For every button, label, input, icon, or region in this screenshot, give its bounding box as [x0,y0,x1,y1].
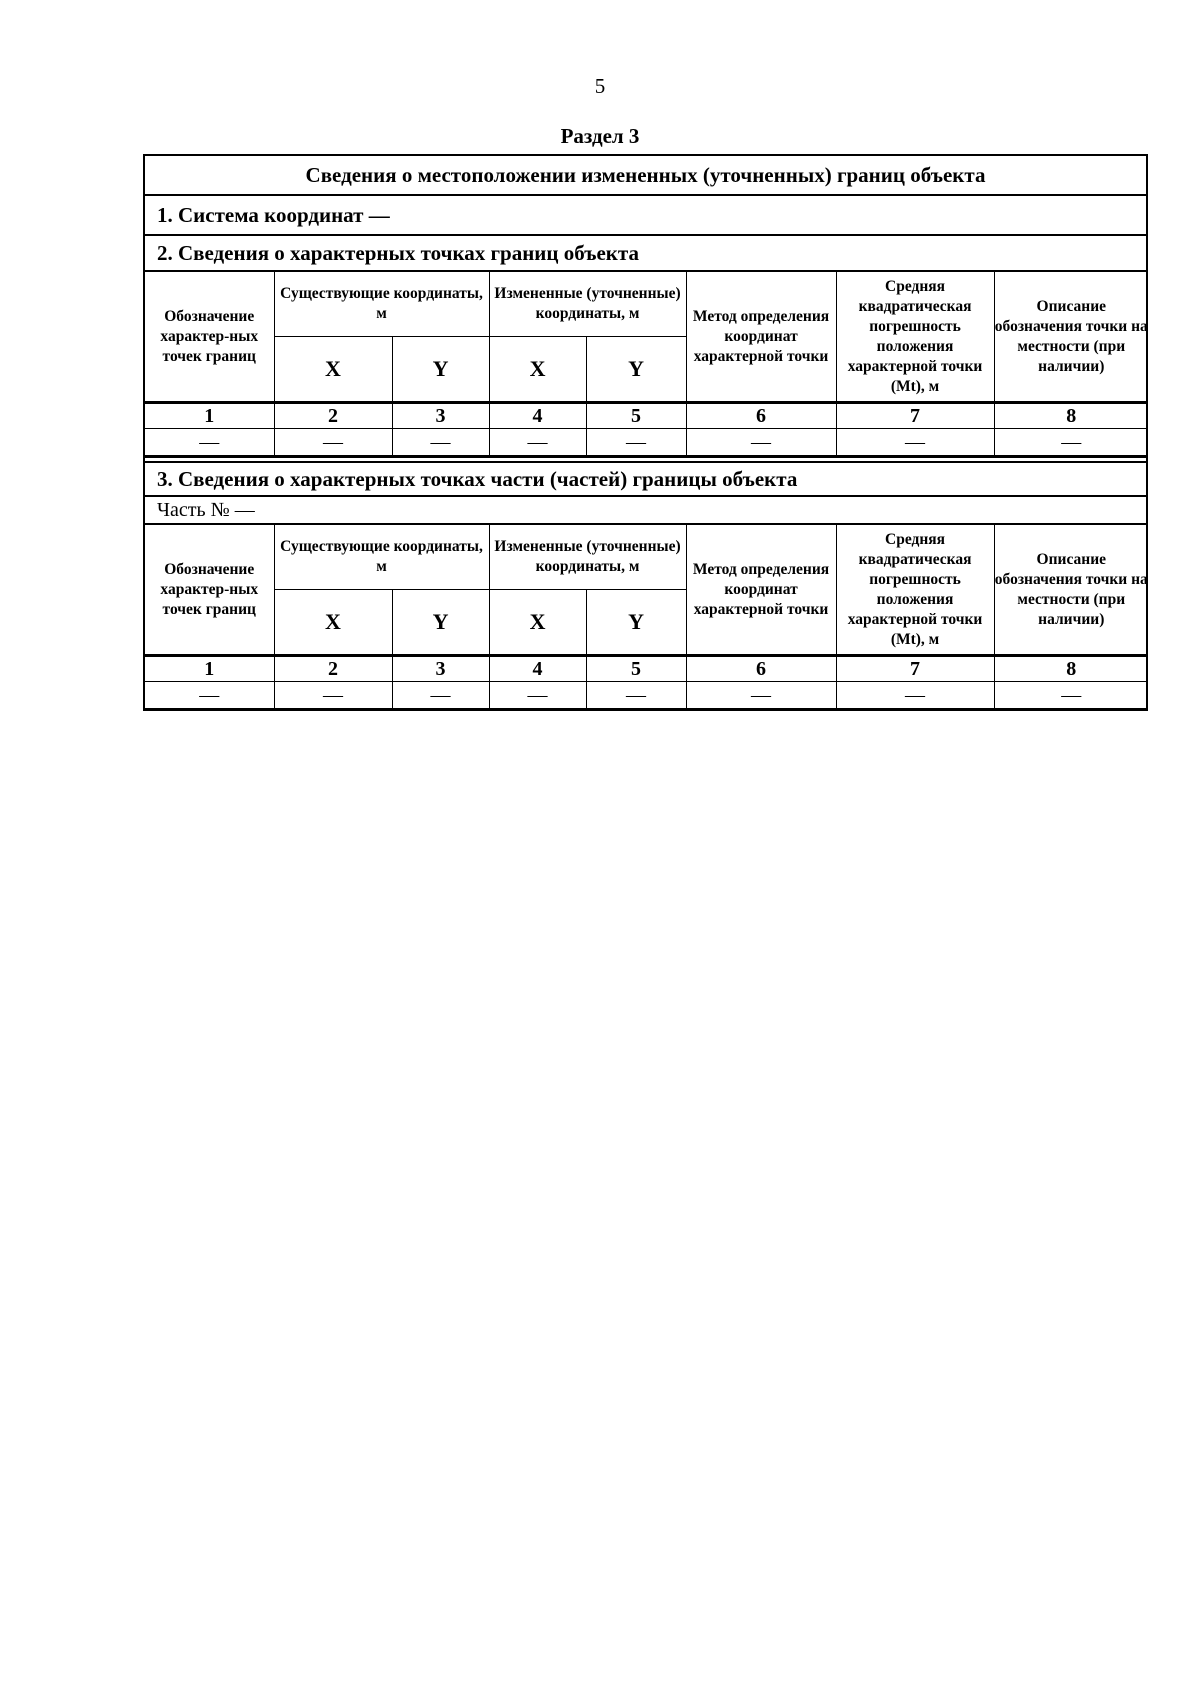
column-number: 3 [392,656,489,682]
part-points-table [145,525,1146,709]
coordinate-system: 1. Система координат — [145,196,1146,236]
header-x: X [489,590,586,656]
table-cell: — [274,429,392,456]
table-cell: — [489,429,586,456]
header-x: X [274,337,392,403]
table-cell: — [586,429,686,456]
header-error: Средняя квадратическая погрешность положения характерной точки (Mt), м [836,272,994,403]
table-cell: — [994,429,1148,456]
header-description: Описание обозначения точки на местности (при наличии) [994,272,1148,403]
header-method: Метод определения координат характерной точки [686,272,836,403]
header-error: Средняя квадратическая погрешность положения характерной точки (Mt), м [836,525,994,656]
column-number: 2 [274,656,392,682]
column-number: 4 [489,656,586,682]
characteristic-points-table [145,272,1146,458]
table-cell: — [836,429,994,456]
table-cell: — [392,682,489,709]
table-cell: — [489,682,586,709]
header-existing-coords: Существующие координаты, м [274,525,489,590]
main-title: Сведения о местоположении измененных (уточненных) границ объекта [145,156,1146,196]
header-x: X [489,337,586,403]
table-cell: — [686,429,836,456]
table-cell: — [145,682,274,709]
section-frame [143,154,1148,711]
section-title: Раздел 3 [560,124,640,148]
column-number: 6 [686,403,836,429]
part-number: Часть № — [145,497,1146,525]
page-number: 5 [594,74,606,98]
header-y: Y [392,337,489,403]
table-cell: — [836,682,994,709]
column-number: 8 [994,403,1148,429]
header-point-designation: Обозначение характер-ных точек границ [145,272,274,403]
table-cell: — [145,429,274,456]
table-cell: — [686,682,836,709]
column-number: 5 [586,656,686,682]
header-y: Y [586,590,686,656]
column-number: 2 [274,403,392,429]
header-y: Y [586,337,686,403]
table-cell: — [274,682,392,709]
column-number: 7 [836,656,994,682]
header-y: Y [392,590,489,656]
table-cell: — [392,429,489,456]
section3-title: 3. Сведения о характерных точках части (частей) границы объекта [145,461,1146,497]
header-changed-coords: Измененные (уточненные) координаты, м [489,272,686,337]
column-number: 5 [586,403,686,429]
header-method: Метод определения координат характерной точки [686,525,836,656]
header-description: Описание обозначения точки на местности (при наличии) [994,525,1148,656]
section2-title: 2. Сведения о характерных точках границ объекта [145,236,1146,272]
header-x: X [274,590,392,656]
column-number: 1 [145,656,274,682]
header-changed-coords: Измененные (уточненные) координаты, м [489,525,686,590]
column-number: 3 [392,403,489,429]
header-existing-coords: Существующие координаты, м [274,272,489,337]
column-number: 1 [145,403,274,429]
header-point-designation: Обозначение характер-ных точек границ [145,525,274,656]
column-number: 4 [489,403,586,429]
table-cell: — [586,682,686,709]
column-number: 8 [994,656,1148,682]
column-number: 6 [686,656,836,682]
column-number: 7 [836,403,994,429]
table-cell: — [994,682,1148,709]
